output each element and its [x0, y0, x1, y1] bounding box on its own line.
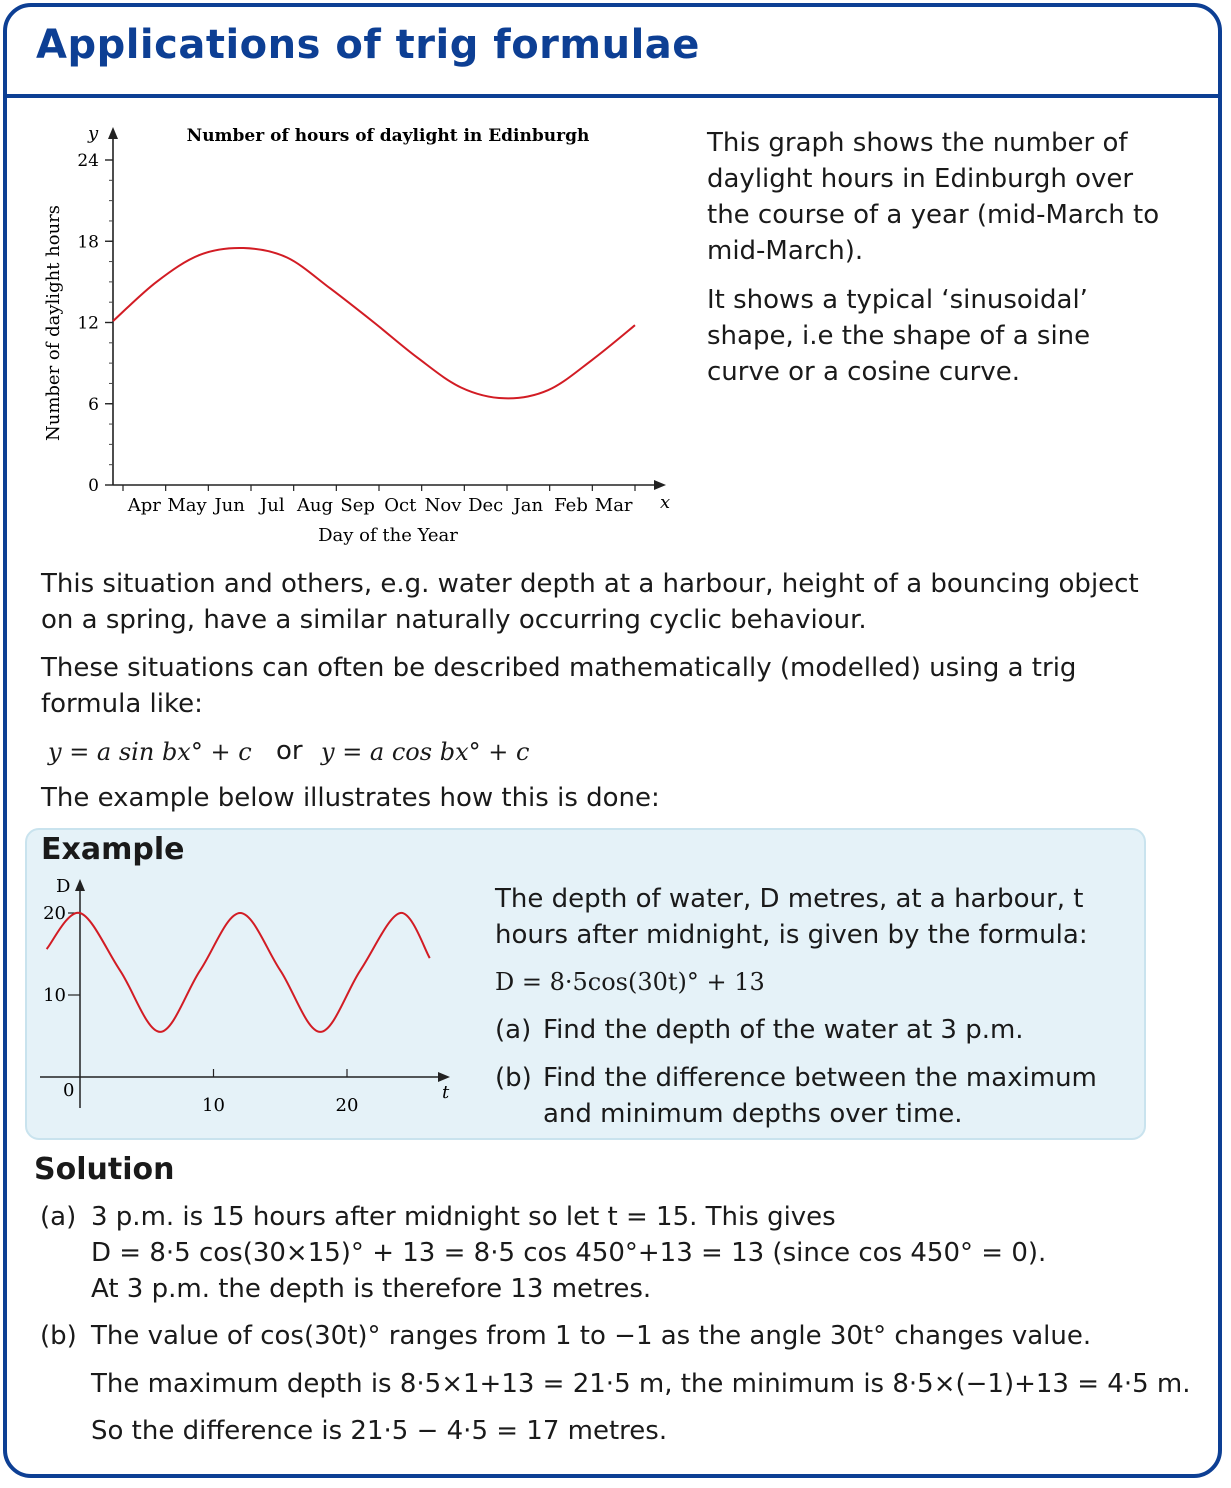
x-tick-label: Nov: [424, 495, 462, 516]
formula-or: or: [276, 736, 303, 766]
question-a-text: Find the depth of the water at 3 p.m.: [543, 1015, 1024, 1045]
example-heading: Example: [41, 832, 185, 867]
depth-chart: [30, 870, 470, 1130]
x-tick-label: Feb: [554, 495, 588, 516]
x-axis-letter: x: [660, 492, 671, 513]
y-tick-label: 0: [63, 1080, 75, 1101]
body-paragraph-2: These situations can often be described mathematically (modelled) using a trig formula like:: [41, 653, 1077, 719]
example-text: The depth of water, D metres, at a harbour, t hours after midnight, is given by the formula:: [495, 884, 1088, 950]
x-tick-label: Dec: [468, 495, 504, 516]
intro-paragraph-2: It shows a typical ‘sinusoidal’ shape, i.e the shape of a sine curve or a cosine curve.: [707, 285, 1091, 387]
solution-a-line-1: 3 p.m. is 15 hours after midnight so let t = 15. This gives: [91, 1202, 836, 1232]
body-paragraph-3: The example below illustrates how this is done:: [41, 783, 660, 813]
solution-b-line-2: The maximum depth is 8·5×1+13 = 21·5 m, the minimum is 8·5×(−1)+13 = 4·5 m.: [91, 1369, 1191, 1399]
y-tick-label: 6: [88, 394, 99, 415]
x-axis-letter: t: [442, 1082, 450, 1103]
x-axis-arrow: [654, 480, 666, 490]
intro-paragraph-1: This graph shows the number of daylight hours in Edinburgh over the course of a year (mid-March to mid-March).: [707, 128, 1160, 266]
question-a-label: (a): [495, 1015, 532, 1045]
x-tick-label: Oct: [384, 495, 417, 516]
y-axis-arrow: [108, 127, 118, 139]
formula-sine: y = a sin bx° + c: [48, 738, 252, 766]
solution-a-label: (a): [40, 1202, 77, 1232]
x-tick-label: 10: [202, 1095, 225, 1116]
solution-b-line-1: The value of cos(30t)° ranges from 1 to −1 as the angle 30t° changes value.: [91, 1321, 1092, 1351]
solution-heading: Solution: [34, 1152, 175, 1187]
x-tick-label: Aug: [296, 495, 334, 516]
y-tick-label: 20: [43, 903, 66, 924]
formula-cosine: y = a cos bx° + c: [321, 738, 530, 766]
x-axis-title: Day of the Year: [318, 525, 458, 546]
x-tick-label: May: [167, 495, 207, 516]
question-b-text: Find the difference between the maximum and minimum depths over time.: [543, 1063, 1097, 1129]
x-tick-label: Sep: [340, 495, 375, 516]
x-tick-label: Mar: [594, 495, 633, 516]
solution-a-line-3: At 3 p.m. the depth is therefore 13 metres.: [91, 1274, 652, 1304]
x-tick-label: Jan: [513, 495, 544, 516]
example-formula: D = 8·5cos(30t)° + 13: [495, 968, 765, 996]
x-tick-label: Jul: [260, 495, 285, 516]
y-tick-label: 10: [43, 985, 66, 1006]
depth-curve: [47, 913, 430, 1032]
solution-b-label: (b): [40, 1321, 77, 1351]
page-title: Applications of trig formulae: [36, 22, 700, 68]
solution-b-line-3: So the difference is 21·5 − 4·5 = 17 metres.: [91, 1416, 668, 1446]
question-b-label: (b): [495, 1063, 532, 1093]
x-tick-label: 20: [335, 1095, 359, 1116]
x-tick-label: Jun: [214, 495, 245, 516]
daylight-curve: [113, 248, 635, 398]
body-paragraph-1: This situation and others, e.g. water depth at a harbour, height of a bouncing object on a spring, have a similar naturally occurring cyclic behaviour.: [41, 569, 1139, 635]
x-axis-arrow: [438, 1072, 450, 1082]
y-tick-label: 12: [77, 313, 99, 334]
y-tick-label: 24: [77, 151, 99, 171]
x-tick-label: Apr: [127, 495, 161, 516]
y-axis-arrow: [75, 879, 85, 891]
y-axis-title: Number of daylight hours: [43, 204, 64, 442]
daylight-chart: [30, 115, 680, 555]
y-axis-letter: D: [56, 876, 71, 897]
y-axis-letter: y: [88, 123, 99, 144]
chart-title: Number of hours of daylight in Edinburgh: [186, 126, 590, 146]
y-tick-label: 0: [88, 476, 99, 496]
solution-a-line-2: D = 8·5 cos(30×15)° + 13 = 8·5 cos 450°+13 = 13 (since cos 450° = 0).: [91, 1238, 1047, 1268]
y-tick-label: 18: [77, 232, 99, 253]
